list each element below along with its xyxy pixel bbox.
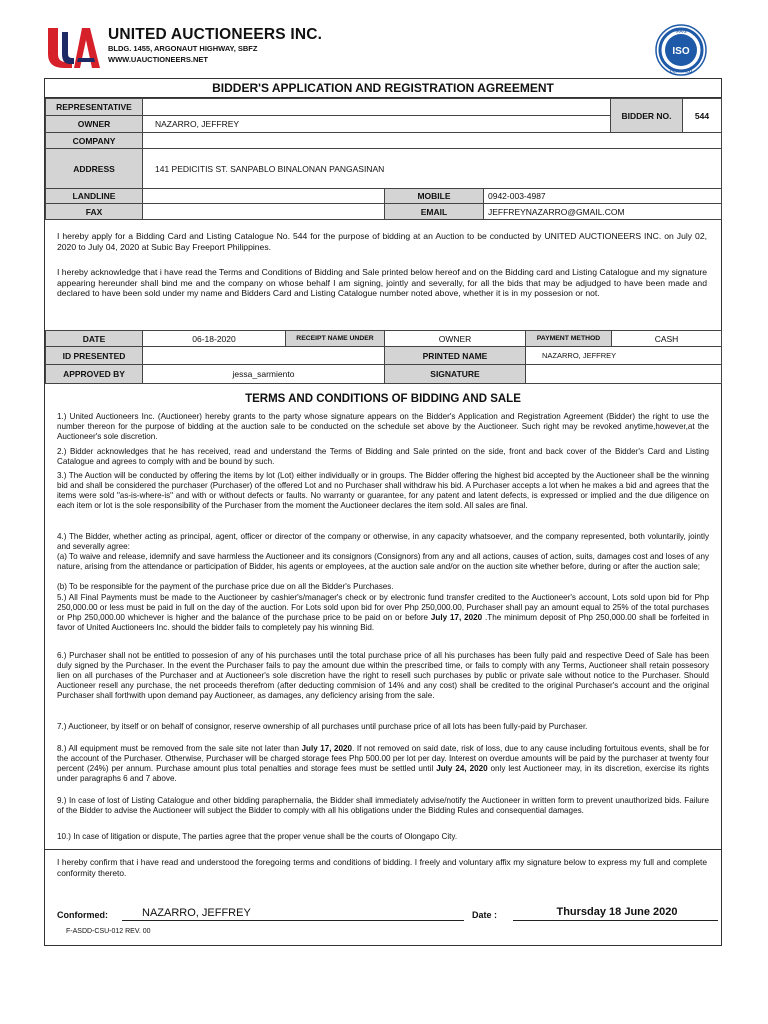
id-presented-label: ID PRESENTED [46,347,143,365]
term-8-text-c: only lest Auctioneer may, in its discretion, exercise its rights under paragraphs 6 and 7 above. [57,763,710,783]
confirm-date-value[interactable]: Thursday 18 June 2020 [556,906,678,918]
printed-name-field[interactable]: NAZARRO, JEFFREY [526,347,722,365]
term-5-deadline: July 17, 2020 [430,612,483,622]
term-5-text-b: .The minimum deposit of Php 250,000.00 shall be forfeited in favor of United Auctioneers Inc. should the bidder fails to completely pay his winning Bid. [57,612,710,632]
representative-label: REPRESENTATIVE [46,99,143,116]
fax-label: FAX [46,204,143,220]
payment-method-label: PAYMENT METHOD [526,331,612,347]
term-8-text-a: 8.) All equipment must be removed from the sale site not later than [57,744,302,753]
term-1: 1.) United Auctioneers Inc. (Auctioneer) hereby grants to the party whose signature appears on the Bidder's Application and Registration Agreement (Bidder) the right to use the number thereon for the purpose of bidding at the auction sale to be conducted on the schedule set above by the Auctioneer. Such right may be revoked anytime,however,at the Auctioneer's sole discretion. [57,412,709,441]
conformed-label: Conformed: [57,910,108,920]
receipt-table [45,330,722,384]
conformed-name[interactable]: NAZARRO, JEFFREY [142,907,251,919]
acknowledgement-paragraph: I hereby acknowledge that i have read the Terms and Conditions of Bidding and Sale printed below hereof and on the Bidding card and Listing Catalogue and my signature appearing hereunder shall bind me and the company on whose behalf I am signing, jointly and severally, for all the bids that may be adjudged to have been made and declared to have been sold under my name and Bidders Card and Listing Catalogue number noted above, whether it is in my possesion or not. [57,267,707,299]
fax-field[interactable] [143,204,385,220]
id-presented-field[interactable] [143,347,385,365]
signature-field[interactable] [526,365,722,384]
term-9: 9.) In case of lost of Listing Catalogue and other bidding paraphernalia, the Bidder shall immediately advise/notify the Auctioneer in written form to prevent unauthorized bids. Failure of the Bidder to advise the Auctioneer will subject the Bidder to comply with all his obligations under the Bidding Rules and consequential damages. [57,796,709,815]
owner-label: OWNER [46,116,143,133]
term-4b: (b) To be responsible for the payment of the purchase price due on all the Bidder's Purchases. [57,582,394,591]
term-6: 6.) Purchaser shall not be entitled to possesion of any of his purchases until the total purchase price of all his purchases has been fully paid and respective Deed of Sale has been duly signed by the Purchaser. In the event the Purchaser fails to pay the amount due within the prescribed time, or fails to comply with any Terms, Auctioneer shall retain possesory lien on all purchases of the Purchaser and at Auctioneer's sole discretion have the right to resell such purchases by public or private sale without notice to the Purchaser. Should Auctioneer resell any purchase, the net proceeds therefrom (after deducting commision of 14% and any cost) shall be credited to the original Purchaser's account and the original Purchaser shall forthwith upon demand pay Auctioneer, as damages, any deficiency arising from the sale. [57,651,709,700]
form-code: F-ASDD-CSU-012 REV. 00 [66,928,151,935]
payment-method-field[interactable]: CASH [612,331,722,347]
iso-certified-badge-icon [655,24,707,76]
email-label: EMAIL [385,204,484,220]
signature-label: SIGNATURE [385,365,526,384]
landline-field[interactable] [143,189,385,204]
application-paragraph: I hereby apply for a Bidding Card and Listing Catalogue No. 544 for the purpose of bidding at an Auction to be conducted by UNITED AUCTIONEERS INC. on July 02, 2020 to July 04, 2020 at Subic Bay Freeport Philippines. [57,231,707,252]
conformed-signature-line [122,920,464,921]
ua-logo-icon [44,24,102,70]
date-label: DATE [46,331,143,347]
company-field[interactable] [143,133,722,149]
term-3: 3.) The Auction will be conducted by offering the items by lot (Lot) either individually or in groups. The Bidder offering the highest bid accepted by the Auctioneer shall be the winning bid and shall be considered the purchaser (Purchaser) of the offered Lot and no Purchaser shall withdraw his bid. A Purchaser accepts a lot when he makes a bid and agrees that the items were sold "as-is-where-is" and with or without defects or faults. No warranty or guarantee, for any patent and latent defects, is expressed or implied and the due diligence on each item or lot is the sole responsibility of the Purchaser from the moment the Auctioneer declares the item sold. All sales are final. [57,471,709,510]
bidder-no-label: BIDDER NO. [611,99,683,133]
company-name: UNITED AUCTIONEERS INC. [108,26,323,43]
bidder-info-table [45,98,722,220]
confirmation-paragraph: I hereby confirm that i have read and understood the foregoing terms and conditions of bidding. I freely and voluntary affix my signature below to express my full and complete conformity thereto. [57,857,707,878]
iso-certified-text: CERTIFIED [669,68,693,74]
receipt-name-under-field[interactable]: OWNER [385,331,526,347]
form-title: BIDDER'S APPLICATION AND REGISTRATION AGREEMENT [45,79,721,98]
mobile-label: MOBILE [385,189,484,204]
iso-text: ISO [672,46,690,57]
term-8-settlement-date: July 24, 2020 [436,763,488,773]
terms-title: TERMS AND CONDITIONS OF BIDDING AND SALE [245,393,521,405]
term-8-text-b: . If not removed on said date, risk of loss, due to any cause including fortuitous events, shall be for the account of the Purchaser. Otherwise, Purchaser will be charged storage fees Php 500.00 per lot per day. Interest on overdue amounts will be paid by the purchaser at twenty four percent (24%) per annum. Purchase amount plus total penalties and storage fees must be settled until [57,744,710,773]
approved-by-label: APPROVED BY [46,365,143,384]
printed-name-label: PRINTED NAME [385,347,526,365]
term-5 [57,593,709,633]
term-2: 2.) Bidder acknowledges that he has received, read and understand the Terms of Bidding and Sale printed on the side, front and back cover of the Bidder's Card and Listing Catalogue and agrees to comply with and be bound by such. [57,447,709,466]
term-8 [57,744,709,784]
email-field[interactable]: JEFFREYNAZARRO@GMAIL.COM [484,204,722,220]
term-4a: (a) To waive and release, idemnify and save harmless the Auctioneer and its consignors (Consignors) from any and all actions, causes of action, suits, damages cost and loses of any nature, arising from the attendance or participation of Bidder, his agents or employees, at the auction sale and/or on the auction site whether before, during or after the auction sale; [57,552,709,571]
mobile-field[interactable]: 0942-003-4987 [484,189,722,204]
date-field[interactable]: 06-18-2020 [143,331,286,347]
term-7: 7.) Auctioneer, by itself or on behalf of consignor, reserve ownership of all purchases until purchase price of all lots has been fully-paid by Purchaser. [57,722,588,731]
term-4-intro: 4.) The Bidder, whether acting as principal, agent, officer or director of the company or otherwise, in any capacity whatsoever, and the company represented, both voluntarily, jointly and severally agree: [57,532,709,551]
confirm-date-line [513,920,718,921]
approved-by-field[interactable]: jessa_sarmiento [143,365,385,384]
bidder-no-value: 544 [683,99,722,133]
address-field[interactable]: 141 PEDICITIS ST. SANPABLO BINALONAN PANGASINAN [143,149,722,189]
address-label: ADDRESS [46,149,143,189]
term-10: 10.) In case of litigation or dispute, The parties agree that the proper venue shall be the courts of Olongapo City. [57,832,458,841]
company-label: COMPANY [46,133,143,149]
company-address: BLDG. 1455, ARGONAUT HIGHWAY, SBFZ [108,44,258,53]
term-8-removal-date: July 17, 2020 [301,744,353,753]
representative-field[interactable] [143,99,611,116]
term-5-text-a: 5.) All Final Payments must be made to the Auctioneer by cashier's/manager's check or by electronic fund transfer credited to the Auctioneer's account, Lots sold upon bid for Php 250,000.00 or less must be paid in full on the day of the auction. For Lots sold upon bid for over Php 250,000.00, Purchaser shall pay an amount equal to 25% of the total purchases or Php 250,000.00 whichever is higher and the balance of the purchase price to be paid on or before [57,593,709,622]
receipt-name-under-label: RECEIPT NAME UNDER [286,331,385,347]
owner-field[interactable]: NAZARRO, JEFFREY [143,116,611,133]
confirm-date-label: Date : [472,910,498,920]
landline-label: LANDLINE [46,189,143,204]
terms-divider [45,849,721,850]
company-website: WWW.UAUCTIONEERS.NET [108,55,208,64]
iso-9001-text: 9001 [675,28,687,35]
